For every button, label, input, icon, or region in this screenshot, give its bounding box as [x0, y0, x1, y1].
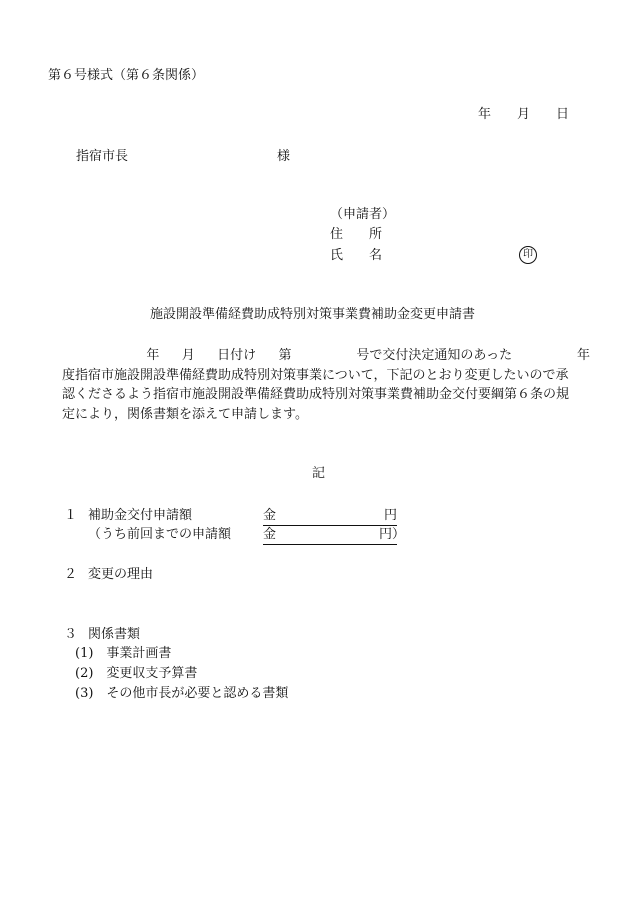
applicant-heading: （申請者）: [330, 207, 396, 222]
body-year-end: 年: [576, 348, 590, 363]
item1-number: １: [64, 508, 78, 523]
item3-number: ３: [64, 627, 78, 642]
body-month: 月: [181, 348, 195, 363]
item1-amount-field: [263, 508, 397, 526]
item2-label: 変更の理由: [88, 567, 154, 582]
body-line-4: 定により，関係書類を添えて申請します。: [62, 406, 308, 422]
date-day: 日: [556, 107, 570, 122]
addressee-name: 指宿市長: [76, 149, 129, 164]
item1-sub-label: （うち前回までの申請額: [88, 527, 232, 542]
body-no: 第: [278, 348, 292, 363]
body-line-3: 認くださるよう指宿市施設開設準備経費助成特別対策事業費補助金交付要綱第６条の規: [62, 387, 570, 402]
addressee-honorific: 様: [277, 149, 291, 164]
item1-sub-amount-field: [263, 527, 405, 545]
form-number: 第６号様式（第６条関係）: [48, 68, 205, 83]
item2-number: ２: [64, 567, 78, 582]
document-title: 施設開設準備経費助成特別対策事業費補助金変更申請書: [150, 307, 476, 322]
name-label-a: 氏: [330, 248, 344, 263]
date-month: 月: [517, 107, 531, 122]
item1-sub-amount-prefix: 金: [263, 527, 277, 542]
body-year: 年: [146, 348, 160, 363]
address-label-a: 住: [330, 227, 344, 242]
item3-label: 関係書類: [88, 627, 141, 642]
body-line-1: [62, 346, 590, 366]
item1-sub-amount-unit: 円）: [378, 527, 405, 542]
applicant-address-label: [330, 227, 382, 244]
date-year: 年: [478, 107, 492, 122]
item1-amount-prefix: 金: [263, 508, 277, 523]
date-line: [478, 107, 569, 124]
applicant-name-label: [330, 248, 382, 265]
document-list-item: (2) 変更収支予算書: [75, 666, 198, 681]
body-line-2: 度指宿市施設開設準備経費助成特別対策事業について，下記のとおり変更したいので承: [62, 367, 569, 383]
ki-heading: 記: [312, 466, 326, 481]
document-list-item: (1) 事業計画書: [75, 646, 172, 661]
address-label-b: 所: [369, 227, 383, 242]
body-notice: 号で交付決定通知のあった: [356, 348, 513, 363]
document-list-item: (3) その他市長が必要と認める書類: [75, 686, 289, 701]
body-paragraph: [62, 346, 590, 424]
name-label-b: 名: [369, 248, 383, 263]
body-dated: 日付け: [217, 348, 257, 363]
item1-label: 補助金交付申請額: [88, 508, 193, 523]
seal-icon: 印: [519, 246, 537, 264]
item1-amount-unit: 円: [383, 508, 397, 523]
